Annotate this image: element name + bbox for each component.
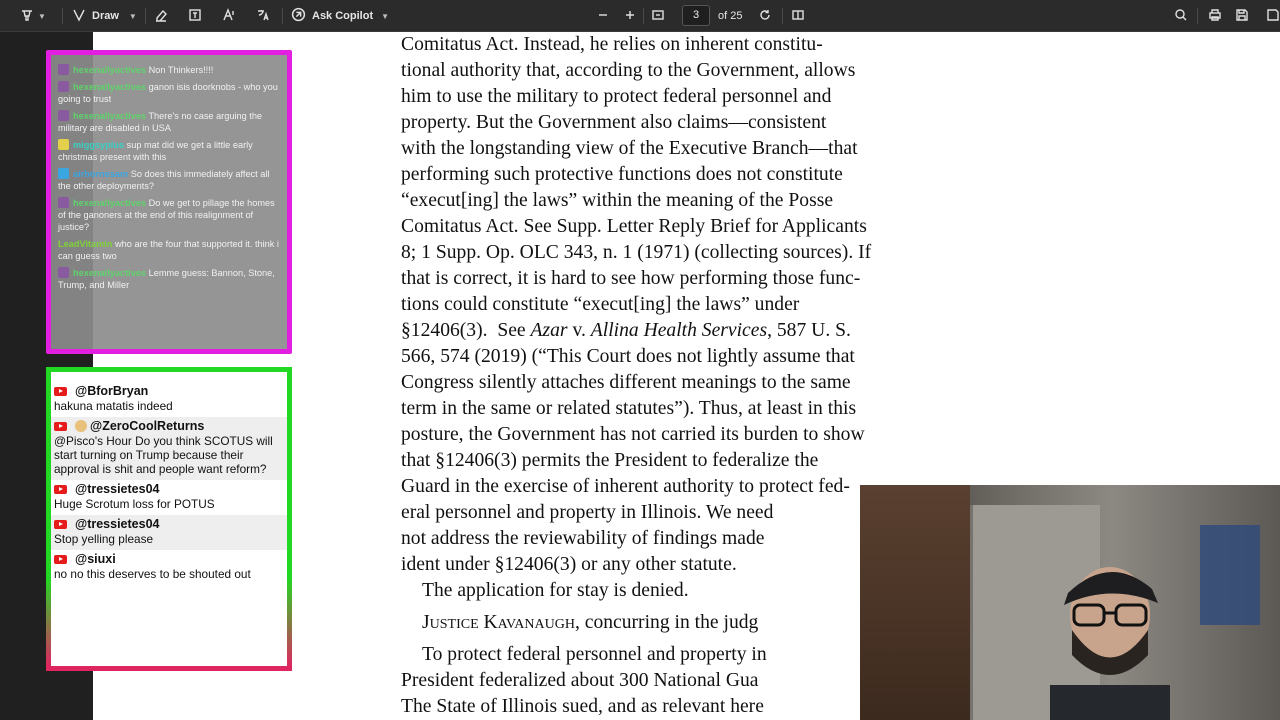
stay-denied-line: The application for stay is denied. <box>422 580 689 601</box>
chat-avatar-icon <box>58 168 69 179</box>
copilot-icon <box>291 7 306 25</box>
youtube-icon <box>54 520 67 529</box>
chat-message <box>51 480 287 515</box>
stream-chat-overlay-top <box>46 50 292 354</box>
chat-message-text: There's no case arguing the military are disabled in USA <box>58 111 263 133</box>
chat-message <box>51 550 287 585</box>
highlight-tool-button[interactable] <box>20 6 46 26</box>
chat-message <box>51 238 287 262</box>
doc-line: Comitatus Act. Instead, he relies on inherent constitu- <box>401 34 823 55</box>
zoom-in-button[interactable] <box>624 6 636 26</box>
rotate-button[interactable] <box>758 6 772 26</box>
doc-line: not address the reviewability of findings made <box>401 528 765 549</box>
chat-message-list <box>51 382 287 585</box>
doc-line: President federalized about 300 National Gua <box>401 670 759 691</box>
doc-line: tions could constitute “execut[ing] the laws” under <box>401 294 800 315</box>
doc-line: To protect federal personnel and property in <box>422 644 767 665</box>
chat-avatar-icon <box>58 110 69 121</box>
webcam-bookshelf <box>860 485 970 720</box>
youtube-icon <box>54 555 67 564</box>
chat-message <box>51 168 287 192</box>
page-view-icon <box>791 8 805 25</box>
chevron-down-icon: ▼ <box>38 11 46 21</box>
doc-line: Guard in the exercise of inherent authority to protect fed- <box>401 476 850 497</box>
case-name-allina: Allina Health Services <box>590 320 768 341</box>
highlighter-icon <box>20 8 34 25</box>
chat-message <box>51 139 287 163</box>
chat-username: hexenallyactives <box>73 82 147 92</box>
citation-suffix: , 587 U. S. <box>767 320 851 341</box>
doc-line: “execut[ing] the laws” within the meaning of the Posse <box>401 190 834 211</box>
doc-line: that §12406(3) permits the President to federalize the <box>401 450 819 471</box>
chat-username: @BforBryan <box>75 384 149 398</box>
toolbar-divider <box>62 8 63 24</box>
citation-v: v. <box>567 320 591 341</box>
chat-message <box>51 382 287 417</box>
doc-line: with the longstanding view of the Executive Branch—that <box>401 138 858 159</box>
save-button[interactable] <box>1235 6 1249 26</box>
doc-line: property. But the Government also claims—consistent <box>401 112 827 133</box>
chat-message-text: So does this immediately affect all the other deployments? <box>58 169 270 191</box>
toolbar-divider <box>282 8 283 24</box>
read-aloud-button[interactable] <box>222 6 236 26</box>
doc-line: The State of Illinois sued, and as relevant here <box>401 696 764 717</box>
fit-page-icon <box>651 8 665 25</box>
chat-message <box>51 64 287 76</box>
doc-line: him to use the military to protect federal personnel and <box>401 86 832 107</box>
chat-username: hexenallyactives <box>73 268 147 278</box>
doc-line: term in the same or related statutes”). Thus, at least in this <box>401 398 857 419</box>
chat-message-header <box>54 384 283 398</box>
doc-line: posture, the Government has not carried its burden to show <box>401 424 865 445</box>
eraser-icon <box>154 8 168 25</box>
print-button[interactable] <box>1208 6 1222 26</box>
toolbar-divider <box>1197 8 1198 24</box>
doc-line: ident under §12406(3) or any other statute. <box>401 554 737 575</box>
translate-icon <box>256 8 270 25</box>
case-name-azar: Azar <box>530 320 568 341</box>
doc-line-citation <box>401 318 991 344</box>
chat-avatar-icon <box>58 64 69 75</box>
chat-username: @ZeroCoolReturns <box>90 419 205 433</box>
webcam-poster <box>1200 525 1260 625</box>
draw-button[interactable] <box>72 6 137 26</box>
text-box-icon <box>188 8 202 25</box>
ask-copilot-button[interactable] <box>291 6 389 26</box>
chat-username: airbornesam <box>73 169 129 179</box>
page-number-input[interactable]: 3 <box>682 5 710 26</box>
justice-name: Justice Kavanaugh <box>422 612 575 633</box>
chevron-down-icon: ▼ <box>128 11 137 21</box>
chat-username: miggsyplus <box>73 140 125 150</box>
chat-avatar-icon <box>58 197 69 208</box>
toolbar-divider <box>643 8 644 24</box>
chat-username: hexenallyactives <box>73 65 147 75</box>
chat-message-list <box>51 64 287 291</box>
chat-username: @tressietes04 <box>75 482 160 496</box>
chat-message-text: who are the four that supported it. think i can guess two <box>58 239 279 261</box>
doc-line: that is correct, it is hard to see how performing those func- <box>401 268 861 289</box>
chat-message-text: hakuna matatis indeed <box>54 399 173 413</box>
chat-username: @tressietes04 <box>75 517 160 531</box>
concurrence-text: , concurring in the judg <box>574 612 759 633</box>
chat-message-text: @Pisco's Hour Do you think SCOTUS will start turning on Trump because their approval is shit and people want reform? <box>54 434 273 476</box>
doc-line: performing such protective functions does not constitute <box>401 164 843 185</box>
print-icon <box>1208 8 1222 25</box>
zoom-out-button[interactable] <box>597 6 609 26</box>
doc-line: tional authority that, according to the Government, allows <box>401 60 856 81</box>
chat-message <box>51 417 287 480</box>
chat-username: hexenallyactives <box>73 198 147 208</box>
chat-message-header <box>54 482 283 496</box>
chat-message <box>51 81 287 105</box>
chat-avatar-icon <box>58 81 69 92</box>
chat-message-text: Do we get to pillage the homes of the ganoners at the end of this realignment of justice? <box>58 198 275 232</box>
emoji-icon <box>75 420 87 432</box>
chat-message <box>51 515 287 550</box>
citation-prefix: §12406(3). See <box>401 320 531 341</box>
chat-message <box>51 197 287 233</box>
doc-line: Comitatus Act. See Supp. Letter Reply Brief for Applicants <box>401 216 867 237</box>
webcam-person <box>1050 545 1170 720</box>
page-view-button[interactable] <box>791 6 805 26</box>
draw-pen-icon <box>72 8 86 25</box>
webcam-overlay <box>860 485 1280 720</box>
text-style-icon <box>222 8 236 25</box>
chat-message-header <box>54 517 283 531</box>
chat-message-text: sup mat did we get a little early christmas present with this <box>58 140 253 162</box>
chat-message-text: ganon isis doorknobs - who you going to trust <box>58 82 278 104</box>
chat-username: LeadVitamin <box>58 239 113 249</box>
translate-button[interactable] <box>256 6 270 26</box>
eraser-button[interactable] <box>154 6 168 26</box>
fit-page-button[interactable] <box>651 6 665 26</box>
chat-message-text: Non Thinkers!!!! <box>148 65 214 75</box>
toolbar-divider <box>145 8 146 24</box>
chat-message-text: Stop yelling please <box>54 532 154 546</box>
save-as-button[interactable] <box>1266 6 1280 26</box>
youtube-icon <box>54 387 67 396</box>
plus-icon <box>624 9 636 24</box>
chat-avatar-icon <box>58 139 69 150</box>
youtube-icon <box>54 485 67 494</box>
text-box-button[interactable] <box>188 6 202 26</box>
ask-copilot-label: Ask Copilot <box>312 10 374 22</box>
chat-message-header <box>54 552 283 566</box>
doc-line: eral personnel and property in Illinois. We need <box>401 502 774 523</box>
chat-message-text: Huge Scrotum loss for POTUS <box>54 497 215 511</box>
search-icon <box>1174 8 1188 25</box>
stream-chat-overlay-bottom <box>46 367 292 671</box>
save-as-icon <box>1266 8 1280 25</box>
minus-icon <box>597 9 609 24</box>
doc-line: 566, 574 (2019) (“This Court does not lightly assume that <box>401 346 855 367</box>
chat-message-text: Lemme guess: Bannon, Stone, Trump, and Miller <box>58 268 275 290</box>
chat-avatar-icon <box>58 267 69 278</box>
doc-line: 8; 1 Supp. Op. OLC 343, n. 1 (1971) (collecting sources). If <box>401 242 872 263</box>
chat-message <box>51 267 287 291</box>
youtube-icon <box>54 422 67 431</box>
draw-label: Draw <box>92 10 119 22</box>
pdf-toolbar <box>0 0 1280 32</box>
page-total: of 25 <box>718 10 743 22</box>
save-icon <box>1235 8 1249 25</box>
chat-message-text: no no this deserves to be shouted out <box>54 567 251 581</box>
toolbar-divider <box>782 8 783 24</box>
chevron-down-icon: ▼ <box>381 11 390 21</box>
doc-line: Congress silently attaches different meanings to the same <box>401 372 851 393</box>
chat-username: hexenallyactives <box>73 111 147 121</box>
chat-message <box>51 110 287 134</box>
search-button[interactable] <box>1174 6 1188 26</box>
rotate-icon <box>758 8 772 25</box>
chat-username: @siuxi <box>75 552 116 566</box>
chat-message-header <box>54 419 283 433</box>
